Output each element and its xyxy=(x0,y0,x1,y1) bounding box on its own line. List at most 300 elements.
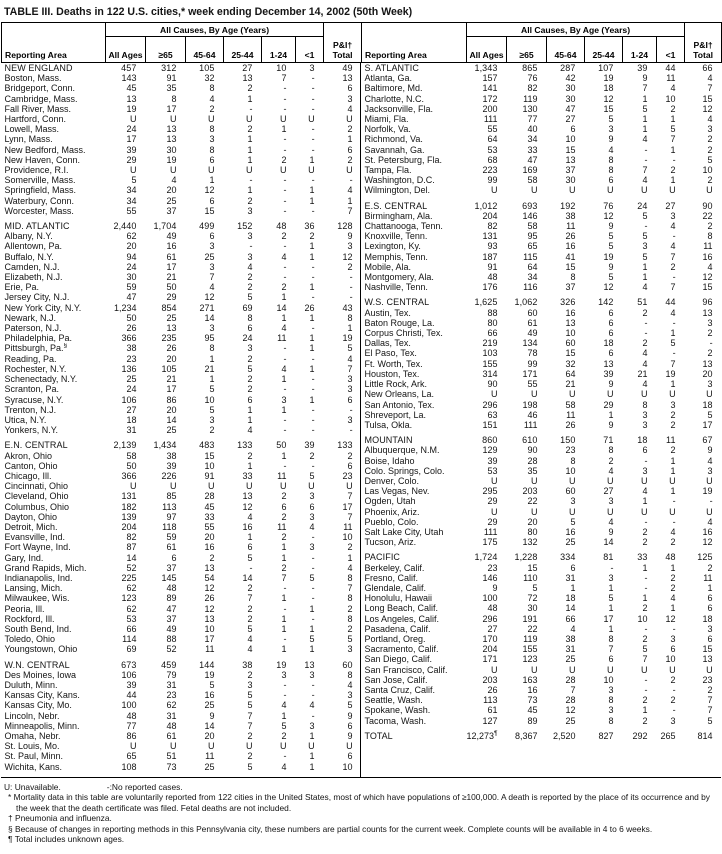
value-cell: 6 xyxy=(247,323,253,334)
value-cell: U xyxy=(607,185,614,196)
value-cell: 6 xyxy=(608,348,614,359)
value-cell: 13 xyxy=(603,358,614,369)
reporting-area-cell: Elizabeth, N.J. xyxy=(4,272,63,283)
table-row xyxy=(2,374,362,384)
value-cell: - xyxy=(644,572,648,583)
value-cell: 94 xyxy=(126,251,137,262)
value-cell: 63 xyxy=(487,409,498,420)
reporting-area-cell: NEW ENGLAND xyxy=(4,63,73,73)
reporting-area-cell: Salt Lake City, Utah xyxy=(364,526,444,537)
value-cell: 116 xyxy=(523,282,538,293)
value-cell: 64 xyxy=(565,368,576,379)
value-cell: 139 xyxy=(121,511,137,522)
value-cell: 5 xyxy=(642,644,648,655)
table-row xyxy=(362,379,722,389)
reporting-area-cell: Canton, Ohio xyxy=(4,460,58,471)
value-cell: 7 xyxy=(707,83,713,94)
reporting-area-cell: Worcester, Mass. xyxy=(4,205,74,216)
reporting-area-cell: Newark, N.J. xyxy=(4,312,57,323)
value-cell: 65 xyxy=(126,751,137,762)
value-cell: 32 xyxy=(204,73,215,84)
value-cell: 12 xyxy=(603,282,614,293)
value-cell: 12 xyxy=(603,210,614,221)
value-cell: 854 xyxy=(161,302,177,313)
value-cell: 31 xyxy=(166,679,177,690)
value-cell: 4 xyxy=(347,353,353,364)
value-cell: 146 xyxy=(482,572,498,583)
value-cell: 27 xyxy=(565,114,576,125)
value-cell: 1 xyxy=(281,124,287,135)
value-cell: - xyxy=(311,261,315,272)
table-row xyxy=(362,654,722,664)
value-cell: 14 xyxy=(204,312,215,323)
reporting-area-cell: Knoxville, Tenn. xyxy=(364,231,428,242)
value-cell: 3 xyxy=(707,623,713,634)
total-row xyxy=(362,731,722,741)
value-cell: 10 xyxy=(204,623,215,634)
reporting-area-cell: Paterson, N.J. xyxy=(4,323,62,334)
value-cell: 1 xyxy=(309,312,315,323)
value-cell: 123 xyxy=(121,593,137,604)
value-cell: 9 xyxy=(209,710,215,721)
value-cell: - xyxy=(283,205,287,216)
value-cell: 2,139 xyxy=(113,440,137,451)
table-row xyxy=(2,252,362,262)
value-cell: 2 xyxy=(642,307,648,318)
value-cell: 3 xyxy=(247,679,253,690)
value-cell: 2 xyxy=(670,409,676,420)
value-cell: 111 xyxy=(523,419,538,430)
value-cell: 13 xyxy=(242,491,253,502)
value-cell: 123 xyxy=(522,654,538,665)
value-cell: 2 xyxy=(670,165,676,176)
value-cell: U xyxy=(170,114,177,125)
table-row xyxy=(362,400,722,410)
value-cell: 1 xyxy=(247,532,253,543)
value-cell: 15 xyxy=(603,103,614,114)
value-cell: 6 xyxy=(608,175,614,186)
value-cell: 39 xyxy=(166,460,177,471)
reporting-area-cell: Gary, Ind. xyxy=(4,552,44,563)
value-cell: 77 xyxy=(527,114,538,125)
table-left-half xyxy=(1,22,361,777)
value-cell: 64 xyxy=(487,134,498,145)
value-cell: 91 xyxy=(166,73,177,84)
value-cell: 29 xyxy=(126,154,137,165)
value-cell: 5 xyxy=(608,231,614,242)
value-cell: 4 xyxy=(642,175,648,186)
value-cell: 2 xyxy=(247,583,253,594)
reporting-area-cell: Cleveland, Ohio xyxy=(4,491,69,502)
table-row xyxy=(362,716,722,726)
value-cell: 19 xyxy=(166,154,177,165)
value-cell: 7 xyxy=(570,684,576,695)
reporting-area-cell: Norfolk, Va. xyxy=(364,124,411,135)
value-cell: - xyxy=(644,623,648,634)
reporting-area-cell: South Bend, Ind. xyxy=(4,623,72,634)
value-cell: 6 xyxy=(209,231,215,242)
table-row xyxy=(2,604,362,614)
value-cell: 693 xyxy=(522,200,538,211)
value-cell: 2 xyxy=(247,353,253,364)
reporting-area-cell: San Francisco, Calif. xyxy=(364,664,448,675)
value-cell: 15 xyxy=(204,450,215,461)
reporting-area-cell: New Haven, Conn. xyxy=(4,154,81,165)
value-cell: 9 xyxy=(608,379,614,390)
value-cell: 8 xyxy=(608,165,614,176)
column-header-all-ages: All Ages xyxy=(106,37,146,63)
value-cell: 13 xyxy=(342,73,353,84)
value-cell: 17 xyxy=(702,419,713,430)
value-cell: 2 xyxy=(670,419,676,430)
value-cell: 14 xyxy=(276,302,287,313)
value-cell: 673 xyxy=(121,659,137,670)
left-table-body xyxy=(2,63,362,772)
table-row xyxy=(362,665,722,675)
reporting-area-cell: Phoenix, Ariz. xyxy=(364,506,420,517)
value-cell: 1 xyxy=(642,114,648,125)
value-cell: 13 xyxy=(204,562,215,573)
value-cell: 6 xyxy=(309,501,315,512)
reporting-area-cell: Shreveport, La. xyxy=(364,409,427,420)
value-cell: 119 xyxy=(523,93,538,104)
value-cell: 105 xyxy=(161,363,177,374)
value-cell: 3 xyxy=(707,317,713,328)
value-cell: 12 xyxy=(242,501,253,512)
value-cell: 4 xyxy=(707,73,713,84)
value-cell: - xyxy=(283,425,287,436)
value-cell: 67 xyxy=(702,435,713,446)
table-row xyxy=(362,563,722,573)
value-cell: - xyxy=(644,684,648,695)
table-row xyxy=(2,323,362,333)
value-cell: U xyxy=(531,389,538,400)
value-cell: 141 xyxy=(482,83,498,94)
value-cell: 155 xyxy=(522,644,538,655)
value-cell: 204 xyxy=(482,644,498,655)
table-row xyxy=(2,241,362,251)
value-cell: 53 xyxy=(487,465,498,476)
value-cell: 26 xyxy=(126,323,137,334)
value-cell: 1 xyxy=(209,374,215,385)
reporting-area-cell: Buffalo, N.Y. xyxy=(4,251,54,262)
value-cell: 13 xyxy=(565,317,576,328)
value-cell: 4 xyxy=(281,700,287,711)
value-cell: 2 xyxy=(642,526,648,537)
value-cell: 2 xyxy=(670,103,676,114)
value-cell: U xyxy=(491,664,498,675)
value-cell: - xyxy=(311,205,315,216)
value-cell: 13 xyxy=(702,358,713,369)
value-cell: 9 xyxy=(608,261,614,272)
value-cell: 3 xyxy=(247,251,253,262)
value-cell: 7 xyxy=(670,282,676,293)
value-cell: 25 xyxy=(565,654,576,665)
value-cell: U xyxy=(346,481,353,492)
value-cell: 1 xyxy=(309,251,315,262)
table-row xyxy=(362,134,722,144)
table-row xyxy=(362,231,722,241)
region-row xyxy=(362,63,722,74)
value-cell: 3 xyxy=(608,572,614,583)
table-row xyxy=(362,338,722,348)
value-cell: 4 xyxy=(209,282,215,293)
value-cell: 16 xyxy=(204,542,215,553)
value-cell: 12 xyxy=(342,251,353,262)
value-cell: - xyxy=(672,705,676,716)
table-row xyxy=(362,165,722,175)
value-cell: - xyxy=(349,425,353,436)
value-cell: 33 xyxy=(527,144,538,155)
value-cell: 225 xyxy=(121,572,137,583)
value-cell: 49 xyxy=(527,328,538,339)
table-row xyxy=(2,624,362,634)
value-cell: 43 xyxy=(342,302,353,313)
value-cell: U xyxy=(130,741,137,752)
value-cell: 4 xyxy=(309,700,315,711)
value-cell: 7 xyxy=(209,272,215,283)
value-cell: 8 xyxy=(347,613,353,624)
value-cell: 1 xyxy=(209,175,215,186)
value-cell: 4 xyxy=(209,93,215,104)
value-cell: 4 xyxy=(309,521,315,532)
value-cell: 54 xyxy=(204,572,215,583)
reporting-area-cell: Jacksonville, Fla. xyxy=(364,103,434,114)
value-cell: 11 xyxy=(205,751,215,762)
value-cell: 2 xyxy=(247,282,253,293)
value-cell: 1 xyxy=(309,241,315,252)
value-cell: 3 xyxy=(642,241,648,252)
reporting-area-cell: Minneapolis, Minn. xyxy=(4,720,80,731)
value-cell: - xyxy=(644,582,648,593)
value-cell: U xyxy=(641,664,648,675)
table-row xyxy=(2,563,362,573)
table-row xyxy=(362,155,722,165)
value-cell: 36 xyxy=(304,221,315,232)
value-cell: 4 xyxy=(707,261,713,272)
value-cell: - xyxy=(311,532,315,543)
value-cell: - xyxy=(311,690,315,701)
value-cell: 6 xyxy=(171,552,177,563)
table-row xyxy=(2,333,362,343)
value-cell: 16 xyxy=(242,521,253,532)
value-cell: 10 xyxy=(637,613,648,624)
value-cell: - xyxy=(311,134,315,145)
value-cell: - xyxy=(249,103,253,114)
value-cell: 44 xyxy=(665,297,676,308)
value-cell: U xyxy=(531,664,538,675)
value-cell: 5 xyxy=(608,593,614,604)
value-cell: 21 xyxy=(637,368,648,379)
value-cell: 88 xyxy=(166,634,177,645)
value-cell: 34 xyxy=(126,185,137,196)
value-cell: U xyxy=(170,165,177,176)
value-cell: - xyxy=(283,460,287,471)
value-cell: 60 xyxy=(565,486,576,497)
value-cell: U xyxy=(308,741,315,752)
reporting-area-cell: Bridgeport, Conn. xyxy=(4,83,76,94)
value-cell: 3 xyxy=(670,210,676,221)
value-cell: - xyxy=(672,684,676,695)
value-cell: 38 xyxy=(126,343,137,354)
reporting-area-cell: New York City, N.Y. xyxy=(4,302,82,313)
value-cell: 5 xyxy=(247,690,253,701)
value-cell: 610 xyxy=(522,435,538,446)
value-cell: 55 xyxy=(126,205,137,216)
value-cell: 16 xyxy=(166,241,177,252)
reporting-area-cell: Yonkers, N.Y. xyxy=(4,425,59,436)
table-row xyxy=(362,83,722,93)
value-cell: 5 xyxy=(209,679,215,690)
value-cell: 2 xyxy=(642,695,648,706)
value-cell: 2 xyxy=(670,445,676,456)
value-cell: 8 xyxy=(209,343,215,354)
table-row xyxy=(2,741,362,751)
value-cell: 3 xyxy=(281,394,287,405)
value-cell: 35 xyxy=(527,465,538,476)
value-cell: 1,234 xyxy=(113,302,137,313)
value-cell: 198 xyxy=(522,399,538,410)
value-cell: 24 xyxy=(242,333,253,344)
value-cell: 1 xyxy=(347,195,353,206)
value-cell: 62 xyxy=(126,603,137,614)
value-cell: 55 xyxy=(204,521,215,532)
value-cell: 38 xyxy=(565,210,576,221)
reporting-area-cell: Columbus, Ohio xyxy=(4,501,70,512)
value-cell: 19 xyxy=(603,73,614,84)
value-cell: 144 xyxy=(199,659,215,670)
value-cell: 4 xyxy=(670,241,676,252)
value-cell: 1 xyxy=(281,623,287,634)
value-cell: 1 xyxy=(247,154,253,165)
value-cell: 3 xyxy=(608,705,614,716)
age-group-span-header: All Causes, By Age (Years) xyxy=(467,23,685,37)
value-cell: 60 xyxy=(527,307,538,318)
reporting-area-cell: Birmingham, Ala. xyxy=(364,210,433,221)
value-cell: 7 xyxy=(347,511,353,522)
value-cell: 1 xyxy=(309,343,315,354)
value-cell: 25 xyxy=(204,251,215,262)
value-cell: 27 xyxy=(487,623,498,634)
reporting-area-cell: Springfield, Mass. xyxy=(4,185,77,196)
value-cell: 24 xyxy=(637,200,648,211)
value-cell: 10 xyxy=(565,328,576,339)
value-cell: 5 xyxy=(642,251,648,262)
reporting-area-cell: Erie, Pa. xyxy=(4,282,40,293)
value-cell: 3 xyxy=(209,323,215,334)
value-cell: 12 xyxy=(665,613,676,624)
column-header-45-64: 45-64 xyxy=(186,37,224,63)
reporting-area-cell: Cambridge, Mass. xyxy=(4,93,78,104)
reporting-area-cell: Atlanta, Ga. xyxy=(364,73,413,84)
value-cell: 5 xyxy=(209,404,215,415)
value-cell: 130 xyxy=(522,103,538,114)
table-row xyxy=(362,73,722,83)
value-cell: 3 xyxy=(209,241,215,252)
value-cell: 12 xyxy=(702,272,713,283)
value-cell: 10 xyxy=(702,165,713,176)
reporting-area-cell: Charlotte, N.C. xyxy=(364,93,425,104)
value-cell: 7 xyxy=(608,644,614,655)
value-cell: 95 xyxy=(527,231,538,242)
value-cell: 1,704 xyxy=(153,221,177,232)
value-cell: 4 xyxy=(247,425,253,436)
value-cell: 6 xyxy=(570,562,576,573)
reporting-area-cell: W.S. CENTRAL xyxy=(364,297,430,308)
value-cell: U xyxy=(246,114,253,125)
value-cell: 8 xyxy=(570,455,576,466)
value-cell: 25 xyxy=(166,425,177,436)
reporting-area-cell: Akron, Ohio xyxy=(4,450,53,461)
table-row xyxy=(2,690,362,700)
value-cell: 115 xyxy=(523,251,538,262)
value-cell: 22 xyxy=(527,496,538,507)
footnote-no-cases: -:No reported cases. xyxy=(106,782,183,792)
value-cell: 1 xyxy=(309,282,315,293)
value-cell: 1 xyxy=(642,93,648,104)
value-cell: 5 xyxy=(247,700,253,711)
reporting-area-cell: New Orleans, La. xyxy=(364,389,435,400)
value-cell: - xyxy=(283,93,287,104)
value-cell: - xyxy=(672,272,676,283)
value-cell: 2,440 xyxy=(113,221,137,232)
value-cell: 11 xyxy=(277,521,287,532)
value-cell: - xyxy=(283,353,287,364)
value-cell: 4 xyxy=(608,465,614,476)
value-cell: 39 xyxy=(126,679,137,690)
value-cell: 8 xyxy=(347,669,353,680)
table-row xyxy=(362,583,722,593)
value-cell: 27 xyxy=(242,63,253,73)
value-cell: 2 xyxy=(670,674,676,685)
table-row xyxy=(2,532,362,542)
value-cell: 2 xyxy=(209,552,215,563)
reporting-area-cell: Montgomery, Ala. xyxy=(364,272,434,283)
footnotes xyxy=(1,778,721,844)
region-row xyxy=(362,201,722,211)
value-cell: 86 xyxy=(126,731,137,741)
value-cell: 142 xyxy=(598,297,614,308)
value-cell: 4 xyxy=(642,134,648,145)
reporting-area-cell: Youngstown, Ohio xyxy=(4,644,78,655)
value-cell: U xyxy=(706,664,713,675)
reporting-area-cell: Pasadena, Calif. xyxy=(364,623,431,634)
table-row xyxy=(362,486,722,496)
table-row xyxy=(2,502,362,512)
value-cell: 1 xyxy=(309,154,315,165)
value-cell: 128 xyxy=(337,221,353,232)
value-cell: 6 xyxy=(707,633,713,644)
value-cell: 7 xyxy=(670,251,676,262)
value-cell: 49 xyxy=(342,63,353,73)
table-row xyxy=(2,303,362,313)
reporting-area-cell: Rockford, Ill. xyxy=(4,613,55,624)
value-cell: - xyxy=(249,241,253,252)
value-cell: 2 xyxy=(281,491,287,502)
value-cell: 18 xyxy=(702,613,713,624)
column-header-all-ages: All Ages xyxy=(467,37,507,63)
value-cell: - xyxy=(349,175,353,186)
value-cell: 42 xyxy=(565,73,576,84)
value-cell: 10 xyxy=(204,394,215,405)
value-cell: 38 xyxy=(166,450,177,461)
reporting-area-cell: W.N. CENTRAL xyxy=(4,659,70,670)
value-cell: 1 xyxy=(608,603,614,614)
value-cell: 4 xyxy=(281,363,287,374)
value-cell: 152 xyxy=(237,221,253,232)
reporting-area-cell: Indianapolis, Ind. xyxy=(4,572,73,583)
value-cell: 2 xyxy=(247,450,253,461)
